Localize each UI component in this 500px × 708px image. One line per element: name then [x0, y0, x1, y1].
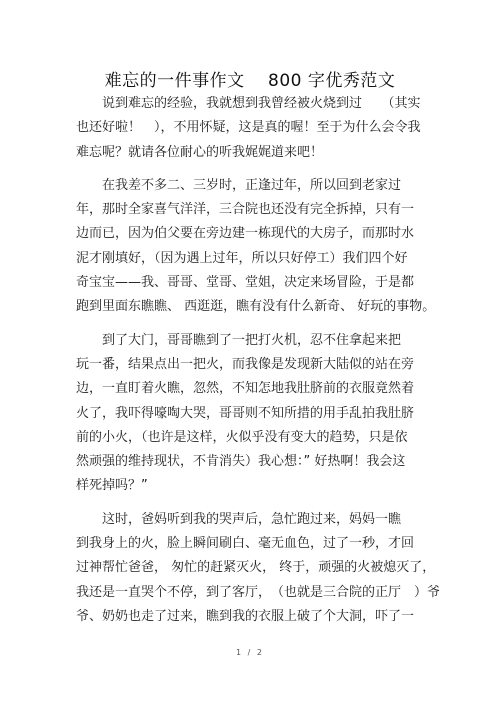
- text-line: 到我身上的火，脸上瞬间刷白、毫无血色，过了一秒，才回: [76, 536, 415, 552]
- text-line: 边而已，因为伯父要在旁边建一栋现代的大房子，而那时水: [76, 226, 415, 242]
- text-line: 在我差不多二、三岁时，正逢过年，所以回到老家过: [76, 177, 402, 193]
- text-line: 火了，我吓得嚎啕大哭，哥哥则不知所措的用手乱拍我肚脐: [76, 405, 415, 421]
- text-line: 过神帮忙爸爸， 匆忙的赶紧灭火， 终于，顽强的火被熄灭了，: [76, 560, 436, 576]
- text-line: 跑到里面东瞧瞧、 西逛逛，瞧有没有什么新奇、 好玩的事物。: [76, 299, 436, 315]
- text-line: 说到难忘的经验，我就想到我曾经被火烧到过 （其实: [76, 96, 421, 111]
- text-line: 样死掉吗？”: [76, 478, 148, 494]
- paragraph: [76, 508, 441, 629]
- paragraph: [76, 92, 432, 165]
- text-line: 难忘呢？就请各位耐心的听我娓娓道来吧！: [76, 144, 324, 160]
- text-line: 年，那时全家喜气洋洋，三合院也还没有完全拆掉，只有一: [76, 202, 415, 218]
- text-line: 也还好啦！ ），不用怀疑，这是真的喔！至于为什么会令我: [76, 120, 421, 136]
- text-line: 这时，爸妈听到我的哭声后，急忙跑过来，妈妈一瞧: [76, 511, 402, 527]
- text-line: 爷、奶奶也走了过来，瞧到我的衣服上破了个大洞，吓了一: [76, 608, 415, 624]
- text-line: 玩一番，结果点出一把火，而我像是发现新大陆似的站在旁: [76, 356, 415, 372]
- text-line: 到了大门，哥哥瞧到了一把打火机，忍不住拿起来把: [76, 332, 402, 348]
- text-line: 我还是一直哭个不停，到了客厅， （也就是三合院的正厅 ）爷: [76, 584, 441, 600]
- text-line: 前的小火，（也许是这样，火似乎没有变大的趋势，只是依: [76, 429, 408, 445]
- text-line: 奇宝宝——我、哥哥、堂哥、堂姐，决定来场冒险，于是都: [76, 275, 415, 291]
- document-body: [76, 92, 441, 629]
- document-title: 难忘的一件事作文 800 字优秀范文: [104, 71, 396, 91]
- paragraph-gap: [76, 320, 432, 329]
- page-indicator: 1 / 2: [236, 648, 264, 657]
- paragraph-gap: [76, 165, 432, 174]
- text-line: 边，一直盯着火瞧，忽然，不知怎地我肚脐前的衣服竟然着: [76, 381, 415, 397]
- text-line: 泥才刚填好，（因为遇上过年，所以只好停工）我们四个好: [76, 250, 408, 266]
- paragraph: [76, 174, 436, 320]
- paragraph: [76, 329, 432, 499]
- text-line: 然顽强的维持现状，不肯消失）我心想：” 好热啊！我会这: [76, 454, 406, 470]
- paragraph-gap: [76, 499, 432, 508]
